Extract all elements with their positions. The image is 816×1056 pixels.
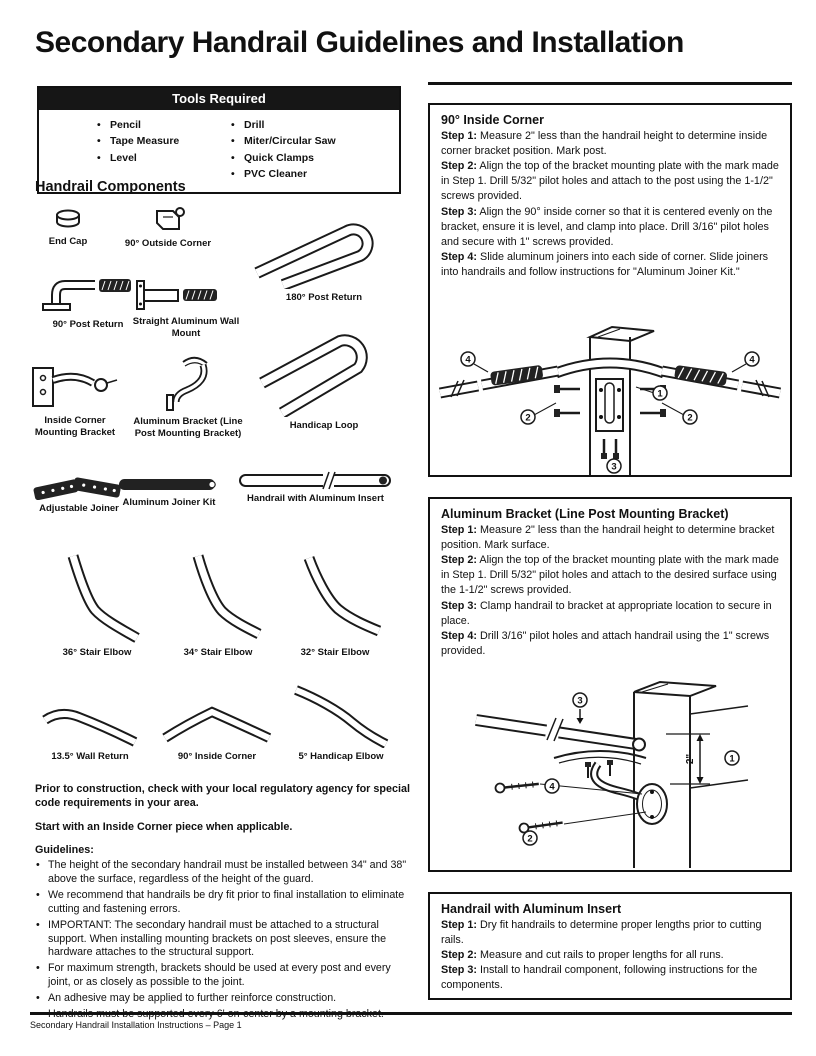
step-label: Step 1:	[441, 919, 477, 931]
component-label: Aluminum Joiner Kit	[122, 497, 216, 508]
handicap-loop-icon	[252, 327, 397, 417]
screw	[495, 779, 539, 792]
screw	[519, 818, 563, 833]
step	[441, 963, 779, 993]
right-column-rule	[428, 82, 792, 85]
start-note: Start with an Inside Corner piece when applicable.	[35, 820, 293, 833]
component-label: Inside Corner Mounting Bracket	[34, 415, 116, 438]
line-post-bracket-diagram	[438, 676, 782, 868]
step-text: Install to handrail component, following instructions for the components.	[441, 964, 758, 992]
svg-text:2: 2	[527, 833, 533, 845]
tool-item: • Miter/Circular Saw	[231, 133, 399, 149]
stair-elbow-32-icon	[285, 550, 385, 644]
step-text: Align the top of the bracket mounting plate with the mark made in Step 1. Drill 5/32" pilot holes and attach to the post using the 1-1/2" screws provided.	[441, 160, 779, 203]
guideline-item: • For maximum strength, brackets should be used at every post and every joint, or as closely as possible to the joint.	[35, 962, 413, 990]
step-label: Step 1:	[441, 130, 477, 142]
component-stair-elbow-34	[165, 550, 271, 659]
guidelines-section	[35, 782, 413, 1024]
step-label: Step 3:	[441, 205, 477, 218]
component-label: Handicap Loop	[289, 420, 359, 431]
tools-column-2	[219, 117, 399, 182]
step-text: Measure 2" less than the handrail height to determine inside corner bracket position. Mark post.	[441, 130, 768, 158]
box-title: Aluminum Bracket (Line Post Mounting Bracket)	[441, 507, 729, 521]
component-label: 5° Handicap Elbow	[298, 751, 384, 762]
inside-corner-90-icon	[157, 698, 277, 748]
instruction-box-inside-corner	[428, 103, 792, 477]
svg-text:1: 1	[657, 388, 663, 400]
component-label: Adjustable Joiner	[39, 503, 119, 514]
component-label: 34° Stair Elbow	[183, 647, 253, 658]
step	[441, 553, 779, 598]
tool-item: • Tape Measure	[97, 133, 219, 149]
callout-2-left	[521, 410, 535, 424]
callout-1	[653, 386, 667, 400]
component-label: 90° Inside Corner	[177, 751, 257, 762]
step-text: Clamp handrail to bracket at appropriate location to secure in place.	[441, 599, 772, 627]
step-label: Step 2:	[441, 554, 477, 567]
component-inside-corner-90	[155, 698, 279, 763]
callout-3	[607, 459, 621, 473]
step	[441, 599, 779, 629]
step	[441, 129, 779, 159]
svg-text:4: 4	[465, 354, 471, 366]
end-cap-icon	[43, 207, 93, 233]
outside-corner-icon	[123, 205, 213, 235]
step-text: Drill 3/16" pilot holes and attach handrail using the 1" screws provided.	[441, 629, 770, 657]
component-inside-corner-bracket	[25, 360, 125, 439]
post-return-180-icon	[249, 211, 399, 289]
callout-4-right	[732, 352, 759, 372]
step	[441, 159, 779, 204]
wall-mount-icon	[121, 277, 251, 313]
step	[441, 205, 779, 250]
guideline-item: • We recommend that handrails be dry fit prior to final installation to eliminate cutting and fastening errors.	[35, 889, 413, 917]
component-label: Straight Aluminum Wall Mount	[132, 316, 240, 339]
tools-required-header: Tools Required	[39, 88, 399, 110]
instruction-box-handrail-insert	[428, 892, 792, 1000]
step-text: Align the top of the bracket mounting plate with the mark made in Step 1. Drill 5/32" pilot holes and attach to the desired surface using the 1-1/2" screws provided.	[441, 554, 779, 597]
component-aluminum-joiner-kit	[113, 476, 225, 509]
component-label: Aluminum Bracket (Line Post Mounting Bracket)	[133, 416, 243, 439]
component-end-cap	[40, 207, 96, 248]
step-text: Measure and cut rails to proper lengths for all runs.	[480, 949, 724, 962]
component-label: 32° Stair Elbow	[300, 647, 370, 658]
step-label: Step 2:	[441, 949, 477, 962]
step	[441, 948, 779, 963]
step	[441, 523, 779, 553]
component-label: Handrail with Aluminum Insert	[247, 493, 384, 504]
tool-item: • Quick Clamps	[231, 150, 399, 166]
footer-rule	[30, 1012, 792, 1015]
callout-3	[573, 693, 587, 724]
inside-corner-bracket-icon	[25, 360, 125, 412]
stair-elbow-36-icon	[47, 550, 147, 644]
step-label: Step 4:	[441, 629, 477, 642]
callout-2-right	[683, 410, 697, 424]
box-title: Handrail with Aluminum Insert	[441, 902, 622, 916]
components-heading: Handrail Components	[35, 179, 186, 195]
aluminum-joiner-kit-icon	[114, 476, 224, 494]
step	[441, 250, 779, 280]
stair-elbow-34-icon	[168, 550, 268, 644]
callout-2	[523, 831, 537, 845]
svg-text:2: 2	[687, 412, 693, 424]
footer-text: Secondary Handrail Installation Instructions – Page 1	[30, 1020, 242, 1030]
component-wall-mount	[120, 277, 252, 340]
component-post-return-180	[248, 211, 400, 304]
component-handrail-insert	[233, 471, 398, 505]
tools-column-1	[39, 117, 219, 182]
step-text: Slide aluminum joiners into each side of corner. Slide joiners into handrails and follow instructions for "Aluminum Joiner Kit."	[441, 250, 769, 278]
step-label: Step 3:	[441, 599, 477, 612]
step-label: Step 1:	[441, 524, 477, 536]
wall-return-icon	[35, 700, 145, 748]
box-title: 90° Inside Corner	[441, 113, 544, 127]
svg-text:3: 3	[611, 461, 617, 473]
step-text: Measure 2" less than the handrail height to determine bracket position. Mark surface.	[441, 524, 775, 552]
step-label: Step 4:	[441, 250, 477, 263]
tool-item: • Drill	[231, 117, 399, 133]
component-handicap-elbow	[285, 682, 397, 763]
guidelines-heading: Guidelines:	[35, 843, 94, 856]
svg-text:2": 2"	[685, 753, 696, 765]
component-label: 13.5° Wall Return	[51, 751, 129, 762]
svg-text:4: 4	[749, 354, 755, 366]
svg-text:3: 3	[577, 695, 583, 707]
step-text: Align the 90° inside corner so that it is centered evenly on the bracket, ensure it is level, and clamp into place. Drill 3/16" pilot holes and secure with 1" screws provided.	[441, 205, 773, 248]
component-label: 90° Outside Corner	[124, 238, 212, 249]
svg-text:1: 1	[729, 753, 735, 765]
instruction-box-aluminum-bracket	[428, 497, 792, 872]
dimension-2in	[666, 734, 710, 784]
step-text: Dry fit handrails to determine proper lengths prior to cutting rails.	[441, 919, 762, 947]
callout-4	[545, 779, 559, 793]
step-label: Step 3:	[441, 964, 477, 977]
guideline-item: • IMPORTANT: The secondary handrail must be attached to a structural support. When installing mounting brackets on post sleeves, ensure the hardware attaches to the structural support.	[35, 919, 413, 961]
component-aluminum-bracket	[128, 353, 248, 440]
svg-text:4: 4	[549, 781, 555, 793]
handicap-elbow-icon	[286, 682, 396, 748]
callout-1	[725, 751, 739, 765]
component-wall-return	[33, 700, 147, 763]
tools-required-box	[37, 86, 401, 194]
component-stair-elbow-36	[45, 550, 149, 659]
tool-item: • PVC Cleaner	[231, 166, 399, 182]
step	[441, 629, 779, 659]
component-label: 36° Stair Elbow	[62, 647, 132, 658]
inside-corner-exploded-diagram	[438, 317, 782, 475]
component-label: End Cap	[48, 236, 88, 247]
tool-item: • Pencil	[97, 117, 219, 133]
guidelines-list	[35, 859, 413, 1022]
callout-4-left	[461, 352, 488, 372]
handrail-insert-icon	[236, 471, 396, 490]
guideline-item: • The height of the secondary handrail must be installed between 34" and 38" above the surface, regardless of the height of the guard.	[35, 859, 413, 887]
component-label: 180° Post Return	[285, 292, 363, 303]
component-outside-corner	[118, 205, 218, 250]
regulatory-note: Prior to construction, check with your local regulatory agency for special code requirements in your area.	[35, 783, 410, 810]
svg-text:2: 2	[525, 412, 531, 424]
component-handicap-loop	[250, 327, 398, 432]
guideline-item: • An adhesive may be applied to further reinforce construction.	[35, 992, 413, 1006]
aluminum-bracket-icon	[153, 353, 223, 413]
step-label: Step 2:	[441, 160, 477, 173]
component-label: 90° Post Return	[52, 319, 124, 330]
page-title: Secondary Handrail Guidelines and Installation	[35, 26, 684, 59]
step	[441, 918, 779, 948]
tool-item: • Level	[97, 150, 219, 166]
component-stair-elbow-32	[282, 550, 388, 659]
